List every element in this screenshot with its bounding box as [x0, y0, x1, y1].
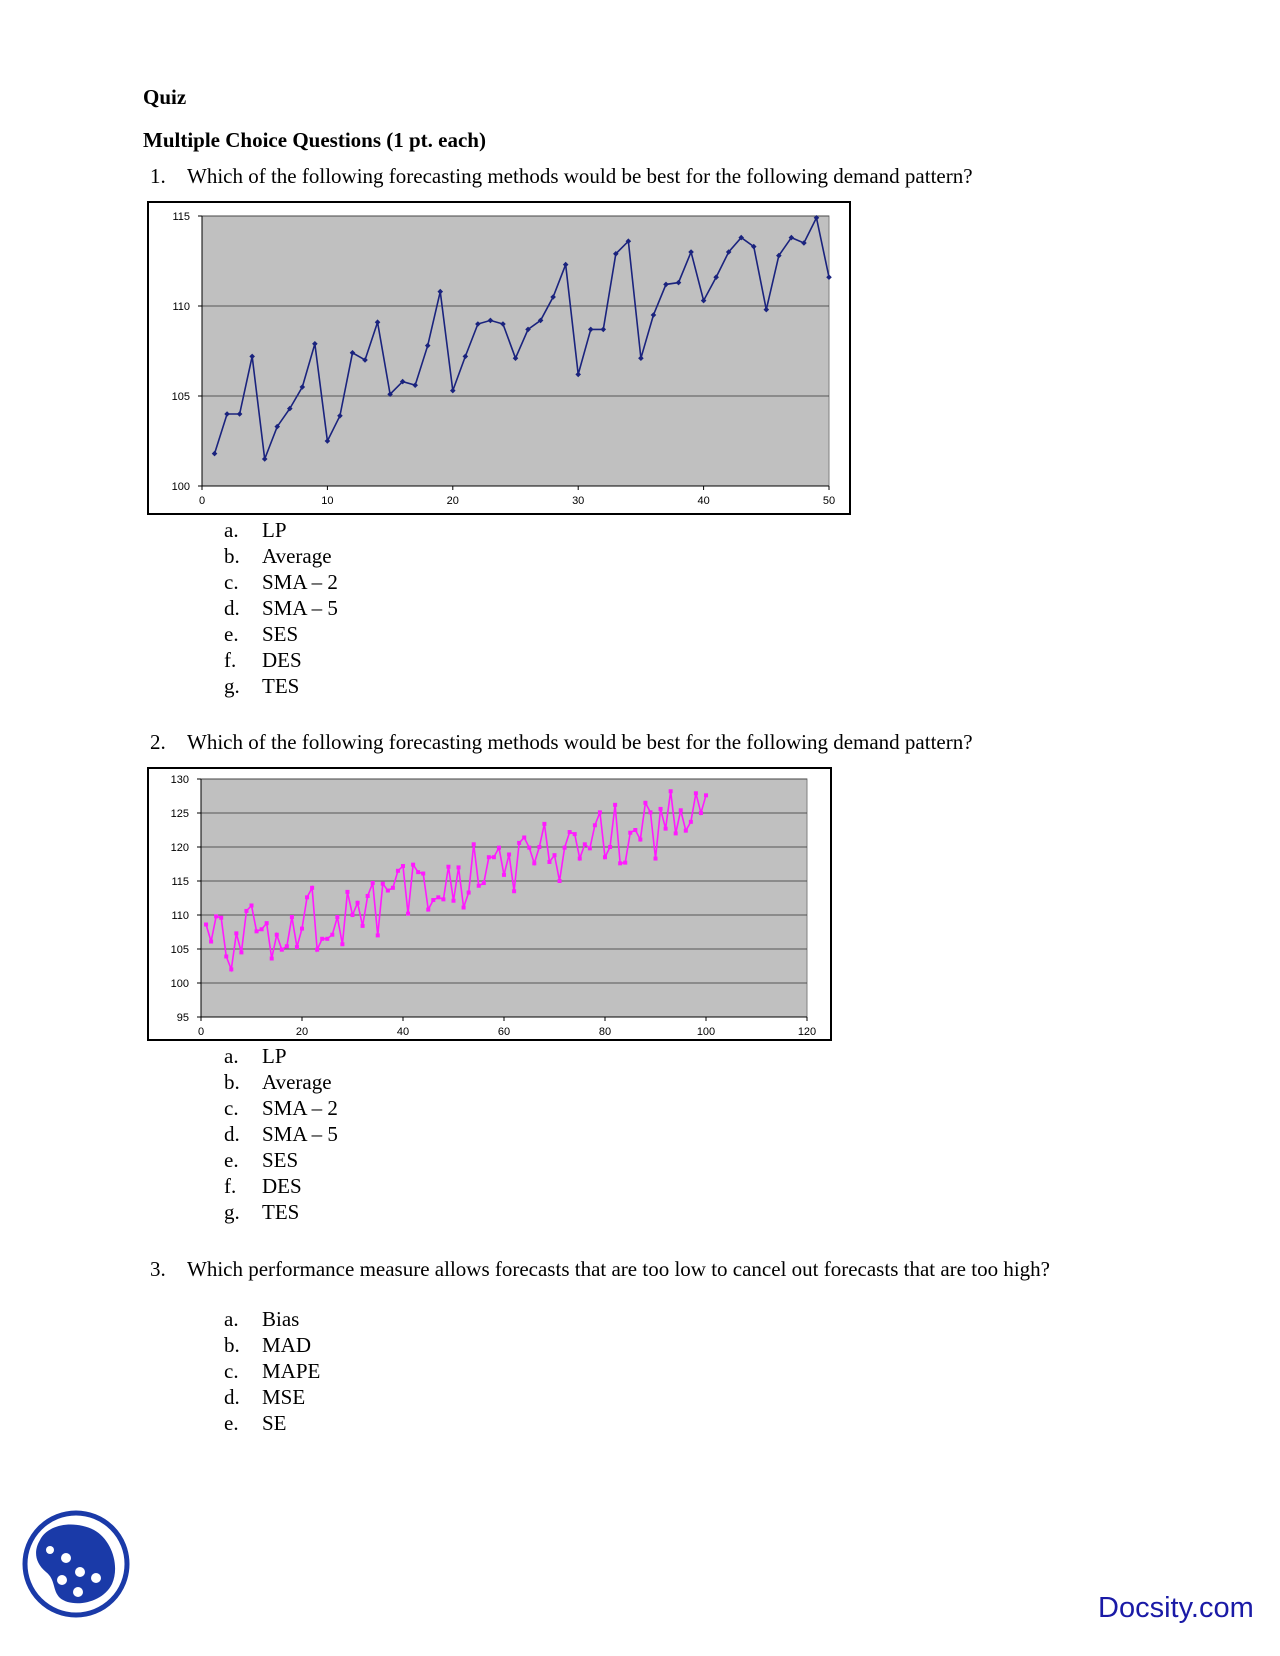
option-letter: d.: [224, 1385, 240, 1409]
data-point: [416, 870, 420, 874]
data-point: [648, 810, 652, 814]
option-text: LP: [262, 518, 287, 542]
data-point: [674, 831, 678, 835]
option-letter: c.: [224, 570, 239, 594]
data-point: [472, 842, 476, 846]
data-point: [431, 898, 435, 902]
data-point: [396, 869, 400, 873]
data-point: [295, 945, 299, 949]
data-point: [446, 865, 450, 869]
data-point: [462, 906, 466, 910]
option-text: MSE: [262, 1385, 306, 1409]
x-tick-label: 20: [446, 495, 459, 507]
data-point: [229, 967, 233, 971]
chart-1: [149, 203, 849, 513]
x-tick-label: 0: [198, 495, 206, 507]
option-1a: [224, 517, 338, 543]
data-point: [335, 915, 339, 919]
data-point: [376, 933, 380, 937]
data-point: [623, 861, 627, 865]
data-point: [694, 791, 698, 795]
option-1g: [224, 673, 338, 699]
option-3d: [224, 1384, 320, 1410]
data-point: [300, 927, 304, 931]
x-tick-label: 30: [572, 495, 585, 507]
data-point: [537, 845, 541, 849]
x-tick-label: 0: [197, 1026, 205, 1038]
data-point: [386, 889, 390, 893]
option-letter: c.: [224, 1096, 239, 1120]
x-tick-label: 40: [697, 495, 710, 507]
data-point: [457, 865, 461, 869]
data-point: [270, 957, 274, 961]
option-letter: a.: [224, 1307, 239, 1331]
data-point: [613, 803, 617, 807]
data-point: [487, 855, 491, 859]
option-3e: [224, 1410, 320, 1436]
data-point: [325, 937, 329, 941]
data-point: [512, 889, 516, 893]
option-text: SMA – 2: [262, 570, 338, 594]
data-point: [598, 810, 602, 814]
data-point: [482, 881, 486, 885]
data-point: [578, 857, 582, 861]
question-2-options: [224, 1043, 338, 1225]
data-point: [234, 931, 238, 935]
data-point: [315, 948, 319, 952]
option-text: SMA – 5: [262, 1122, 338, 1146]
option-1b: [224, 543, 338, 569]
docsity-brand-text: Docsity.com: [1098, 1592, 1254, 1624]
option-text: SMA – 2: [262, 1096, 338, 1120]
option-letter: e.: [224, 1148, 239, 1172]
data-point: [492, 855, 496, 859]
plot-area: [202, 216, 829, 486]
data-point: [603, 855, 607, 859]
page-title: Quiz: [143, 85, 187, 109]
y-tick-label: 110: [171, 910, 189, 922]
y-tick-label: 130: [170, 774, 189, 786]
data-point: [467, 891, 471, 895]
option-3b: [224, 1332, 320, 1358]
x-tick-label: 20: [295, 1026, 309, 1038]
x-tick-label: 100: [696, 1026, 716, 1038]
y-tick-label: 95: [176, 1012, 189, 1024]
data-point: [588, 846, 592, 850]
data-point: [638, 838, 642, 842]
y-tick-label: 115: [172, 211, 190, 223]
data-point: [214, 914, 218, 918]
option-text: Average: [262, 544, 332, 568]
data-point: [250, 903, 254, 907]
chart-1-frame: [147, 201, 851, 515]
question-1-number: 1.: [150, 164, 166, 188]
option-letter: a.: [224, 1044, 239, 1068]
option-text: DES: [262, 1174, 302, 1198]
data-point: [366, 894, 370, 898]
plot-area: [201, 779, 807, 1017]
data-point: [502, 873, 506, 877]
y-tick-label: 120: [170, 842, 189, 854]
question-2-number: 2.: [150, 730, 166, 754]
data-point: [239, 950, 243, 954]
data-point: [285, 944, 289, 948]
data-point: [547, 860, 551, 864]
option-letter: f.: [224, 1174, 237, 1198]
option-text: TES: [262, 674, 300, 698]
data-point: [356, 901, 360, 905]
y-tick-label: 110: [172, 301, 190, 313]
data-point: [345, 890, 349, 894]
data-point: [532, 861, 536, 865]
option-1e: [224, 621, 338, 647]
data-point: [280, 948, 284, 952]
data-point: [699, 811, 703, 815]
x-tick-label: 80: [598, 1026, 612, 1038]
option-3c: [224, 1358, 320, 1384]
data-point: [558, 879, 562, 883]
option-letter: b.: [224, 544, 240, 568]
data-point: [507, 852, 511, 856]
data-point: [522, 835, 526, 839]
data-point: [669, 789, 673, 793]
y-tick-label: 100: [170, 978, 189, 990]
option-1c: [224, 569, 338, 595]
y-tick-label: 115: [171, 876, 189, 888]
data-point: [618, 861, 622, 865]
x-tick-label: 60: [497, 1026, 511, 1038]
data-point: [553, 853, 557, 857]
data-point: [441, 897, 445, 901]
option-text: MAPE: [262, 1359, 321, 1383]
data-point: [573, 832, 577, 836]
docsity-logo-icon: [22, 1510, 130, 1618]
option-2e: [224, 1147, 338, 1173]
option-letter: d.: [224, 1122, 240, 1146]
data-point: [351, 913, 355, 917]
data-point: [260, 927, 264, 931]
data-point: [684, 829, 688, 833]
y-tick-label: 125: [170, 808, 189, 820]
option-1f: [224, 647, 338, 673]
option-text: MAD: [262, 1333, 312, 1357]
x-tick-label: 40: [396, 1026, 410, 1038]
option-text: TES: [262, 1200, 300, 1224]
data-point: [381, 882, 385, 886]
option-letter: e.: [224, 622, 239, 646]
data-point: [633, 828, 637, 832]
question-1-text: Which of the following forecasting methods would be best for the following demand pattern?: [187, 164, 973, 188]
option-3a: [224, 1306, 320, 1332]
data-point: [340, 942, 344, 946]
y-tick-label: 100: [171, 481, 190, 493]
option-letter: b.: [224, 1333, 240, 1357]
question-3-text: Which performance measure allows forecasts that are too low to cancel out forecasts that are too high?: [187, 1257, 1050, 1281]
option-text: LP: [262, 1044, 287, 1068]
option-2a: [224, 1043, 338, 1069]
data-point: [659, 807, 663, 811]
question-3-number: 3.: [150, 1257, 166, 1281]
question-1-options: [224, 517, 338, 699]
data-point: [497, 846, 501, 850]
data-point: [583, 842, 587, 846]
option-letter: e.: [224, 1411, 239, 1435]
option-text: Average: [262, 1070, 332, 1094]
option-2f: [224, 1173, 338, 1199]
chart-2: [149, 769, 830, 1039]
data-point: [411, 863, 415, 867]
option-letter: f.: [224, 648, 237, 672]
data-point: [290, 915, 294, 919]
data-point: [654, 857, 658, 861]
data-point: [542, 822, 546, 826]
option-text: SES: [262, 1148, 299, 1172]
data-point: [219, 916, 223, 920]
data-point: [209, 940, 213, 944]
option-2c: [224, 1095, 338, 1121]
data-point: [477, 884, 481, 888]
x-tick-label: 120: [797, 1026, 817, 1038]
x-tick-label: 50: [822, 495, 836, 507]
data-point: [426, 908, 430, 912]
option-text: SMA – 5: [262, 596, 338, 620]
data-point: [563, 846, 567, 850]
data-point: [608, 845, 612, 849]
data-point: [421, 872, 425, 876]
option-letter: a.: [224, 518, 239, 542]
data-point: [406, 912, 410, 916]
option-2d: [224, 1121, 338, 1147]
data-point: [391, 886, 395, 890]
data-point: [593, 823, 597, 827]
option-2b: [224, 1069, 338, 1095]
option-letter: c.: [224, 1359, 239, 1383]
option-2g: [224, 1199, 338, 1225]
data-point: [204, 923, 208, 927]
data-point: [664, 827, 668, 831]
y-tick-label: 105: [171, 391, 190, 403]
data-point: [704, 793, 708, 797]
option-text: SE: [262, 1411, 287, 1435]
option-letter: g.: [224, 674, 240, 698]
data-point: [330, 933, 334, 937]
data-point: [643, 801, 647, 805]
question-3-options: [224, 1306, 320, 1436]
option-1d: [224, 595, 338, 621]
data-point: [452, 899, 456, 903]
x-tick-label: 10: [321, 495, 334, 507]
question-2: [150, 729, 1090, 755]
data-point: [401, 864, 405, 868]
option-letter: b.: [224, 1070, 240, 1094]
question-1: [150, 163, 1090, 189]
option-letter: g.: [224, 1200, 240, 1224]
option-text: SES: [262, 622, 299, 646]
question-3: [150, 1256, 1100, 1282]
data-point: [275, 933, 279, 937]
section-heading: Multiple Choice Questions (1 pt. each): [143, 128, 486, 152]
data-point: [305, 895, 309, 899]
data-point: [224, 954, 228, 958]
y-tick-label: 105: [170, 944, 189, 956]
data-point: [244, 909, 248, 913]
option-text: DES: [262, 648, 302, 672]
data-point: [517, 841, 521, 845]
data-point: [689, 820, 693, 824]
data-point: [568, 830, 572, 834]
chart-2-frame: [147, 767, 832, 1041]
data-point: [436, 895, 440, 899]
data-point: [679, 808, 683, 812]
data-point: [265, 921, 269, 925]
data-point: [628, 831, 632, 835]
data-point: [255, 929, 259, 933]
data-point: [320, 937, 324, 941]
option-text: Bias: [262, 1307, 300, 1331]
option-letter: d.: [224, 596, 240, 620]
data-point: [310, 886, 314, 890]
data-point: [527, 846, 531, 850]
data-point: [371, 881, 375, 885]
question-2-text: Which of the following forecasting methods would be best for the following demand pattern?: [187, 730, 973, 754]
data-point: [361, 924, 365, 928]
